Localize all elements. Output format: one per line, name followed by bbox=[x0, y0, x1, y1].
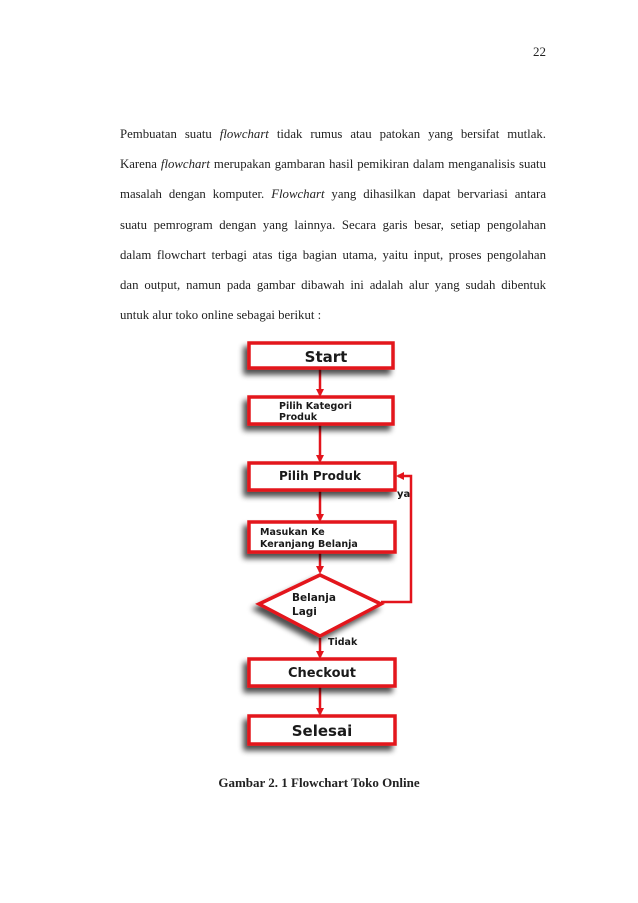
decision-label-1: Belanja bbox=[292, 592, 336, 604]
pilih-produk-label: Pilih Produk bbox=[279, 469, 361, 483]
label-ya: ya bbox=[397, 489, 411, 500]
paragraph-line: dan output, namun pada gambar dibawah ini adalah alur yang sudah dibentuk bbox=[120, 277, 546, 292]
paragraph-line: untuk alur toko online sebagai berikut : bbox=[120, 308, 322, 323]
paragraph-line: masalah dengan komputer. Flowchart yang dihasilkan dapat bervariasi antara bbox=[120, 187, 546, 202]
checkout-label: Checkout bbox=[287, 666, 357, 681]
paragraph-line: dalam flowchart terbagi atas tiga bagian utama, yaitu input, proses pengolahan bbox=[120, 247, 546, 262]
masukan-label-1: Masukan Ke bbox=[260, 527, 325, 538]
label-tidak: Tidak bbox=[328, 637, 358, 648]
pilih-kategori-label-1: Pilih Kategori bbox=[279, 401, 352, 412]
paragraph-line: Karena flowchart merupakan gambaran hasil pemikiran dalam menganalisis suatu bbox=[120, 157, 547, 172]
figure-caption: Gambar 2. 1 Flowchart Toko Online bbox=[218, 775, 420, 790]
decision-label-2: Lagi bbox=[292, 606, 317, 618]
selesai-label: Selesai bbox=[291, 722, 353, 740]
belanja-lagi-decision bbox=[259, 575, 381, 636]
masukan-label-2: Keranjang Belanja bbox=[260, 539, 358, 550]
start-label: Start bbox=[304, 348, 348, 366]
paragraph-line: suatu pemrogram dengan yang lainnya. Secara garis besar, setiap pengolahan bbox=[120, 217, 546, 232]
page-number: 22 bbox=[533, 44, 546, 59]
pilih-kategori-label-2: Produk bbox=[279, 412, 318, 423]
paragraph-line: Pembuatan suatu flowchart tidak rumus atau patokan yang bersifat mutlak. bbox=[120, 127, 546, 141]
